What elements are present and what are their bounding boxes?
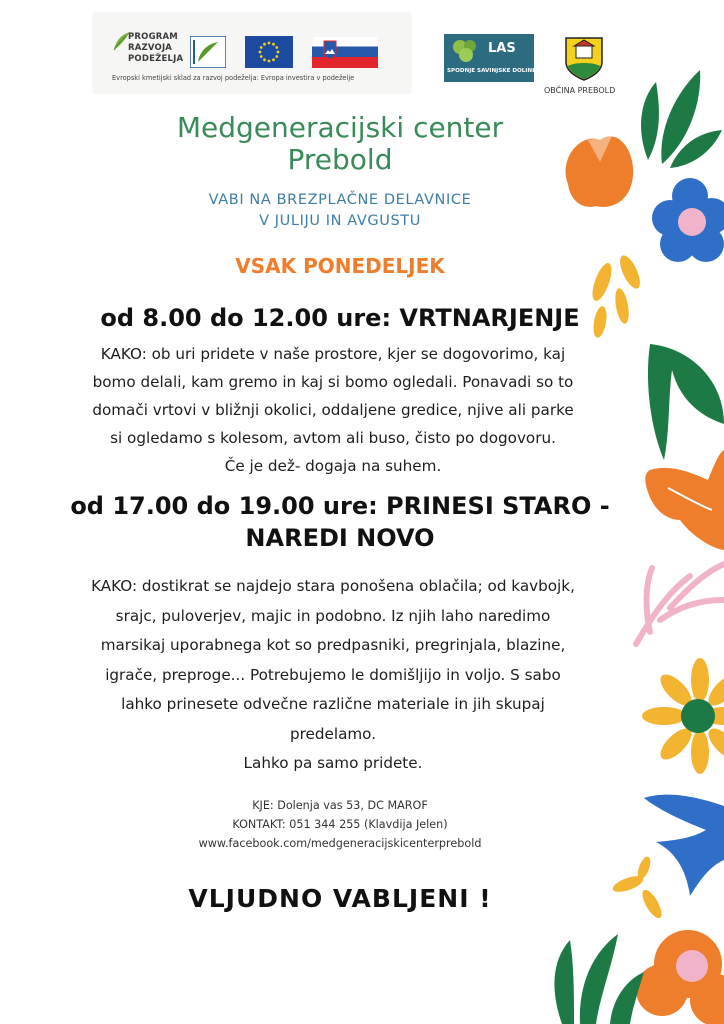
eu-flag-icon [245,36,293,68]
phone-text: KONTAKT: 051 344 255 (Klavdija Jelen) [232,818,448,831]
orange-tulip-icon [566,136,634,207]
las-title: LAS [488,41,516,56]
blue-leaf-icon [644,795,724,896]
sunflower-icon [642,658,724,774]
orange-flame-flower-icon [645,450,724,550]
title-line: Medgeneracijski center [176,111,504,144]
heading-line: NAREDI NOVO [245,524,435,552]
description-line: KAKO: ob uri pridete v naše prostore, kjer se dogovorimo, kaj [100,345,566,363]
pink-sprig-icon [636,564,724,644]
subtitle [140,190,540,232]
title-line: Prebold [287,143,393,176]
small-yellow-petals-icon [611,855,665,921]
program-text-line: PODEŽELJA [128,54,184,64]
leader-logo-icon [190,36,226,68]
las-subtitle: SPODNJE SAVINJSKE DOLINE [447,68,536,74]
description-line: Če je dež- dogaja na suhem. [224,457,442,475]
description-line: igrače, preproge... Potrebujemo le domišljijo in voljo. S sabo [105,665,561,684]
workshop2-heading [40,490,640,554]
program-razvoja-logo [128,32,183,65]
description-line: lahko prinesete odvečne različne materiale in jih skupaj [121,695,545,713]
description-line: domači vrtovi v bližnji okolici, oddaljene gredice, njive ali parke [92,401,574,419]
orange-rose-icon [636,930,724,1024]
workshop1-heading: od 8.00 do 12.00 ure: VRTNARJENJE [100,304,580,332]
workshop2-description [48,572,618,779]
description-line: KAKO: dostikrat se najdejo stara ponošena oblačila; od kavbojk, [91,577,575,595]
las-leaf-icon [450,38,482,64]
blue-flower-icon [652,178,724,262]
eu-caption: Evropski kmetijski sklad za razvoj podeželja: Evropa investira v podeželje [112,74,355,82]
las-logo [444,34,534,82]
description-line: predelamo. [289,724,377,743]
subtitle-line: VABI NA BREZPLAČNE DELAVNICE [208,192,472,208]
program-text-line: PROGRAM [128,32,178,42]
green-stems-icon [554,934,644,1024]
slovenia-flag-icon [312,36,378,68]
contact-block [140,796,540,853]
description-line: si ogledamo s kolesom, avtom ali buso, čisto po dogovoru. [110,429,556,447]
closing-invitation: VLJUDNO VABLJENI ! [188,884,492,913]
subtitle-line: V JULIJU IN AVGUSTU [259,213,421,229]
green-leaf-icon [648,344,724,460]
facebook-link[interactable]: www.facebook.com/medgeneracijskicenterprebold [198,837,482,850]
municipality-name: OBČINA PREBOLD [544,86,616,95]
description-line: bomo delali, kam gremo in kaj si bomo ogledali. Ponavadi so to [92,373,574,391]
description-line: Lahko pa samo pridete. [243,754,423,772]
location-text: KJE: Dolenja vas 53, DC MAROF [252,799,428,812]
program-text-line: RAZVOJA [128,43,173,53]
description-line: marsikaj uporabnega kot so predpasniki, pregrinjala, blazine, [100,636,566,654]
page-title [140,112,540,176]
description-line: srajc, puloverjev, majic in podobno. Iz njih laho naredimo [115,606,551,625]
heading-line: od 17.00 do 19.00 ure: PRINESI STARO - [70,492,610,520]
schedule-heading: VSAK PONEDELJEK [235,254,445,278]
green-tulip-leaves-icon [641,70,722,168]
workshop1-description [48,340,618,480]
